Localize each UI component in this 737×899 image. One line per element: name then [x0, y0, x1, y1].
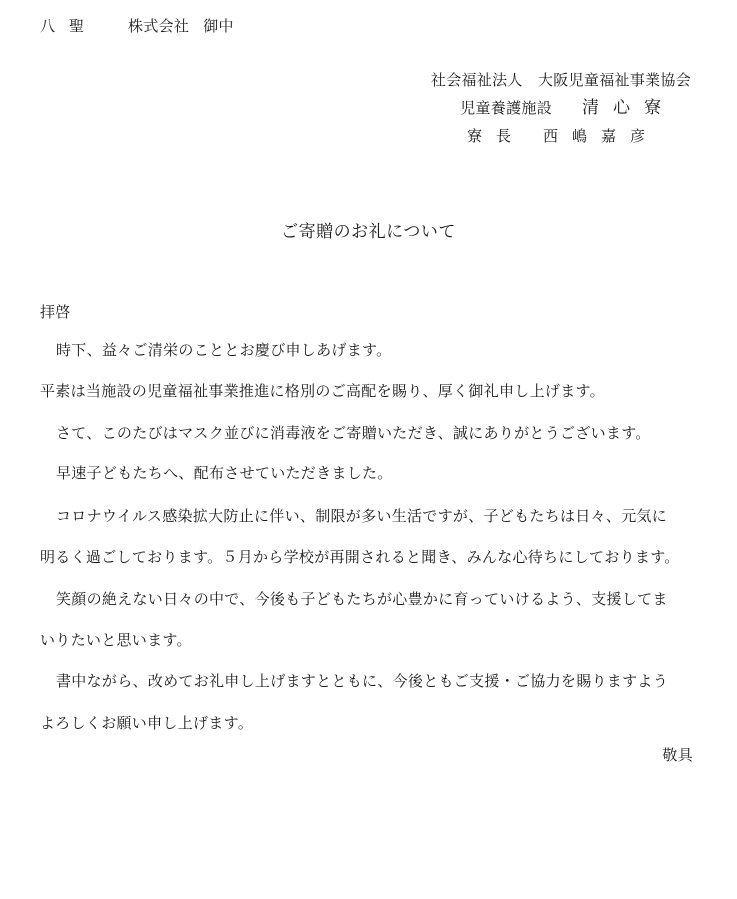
sender-title: 寮長	[466, 127, 525, 145]
closing: 敬具	[662, 746, 693, 764]
sender-head-line	[467, 126, 659, 146]
body-line: 平素は当施設の児童福祉事業推進に格別のご高配を賜り、厚く御礼申し上げます。	[40, 382, 605, 400]
body-line: さて、このたびはマスク並びに消毒液をご寄贈いただき、誠にありがとうございます。	[56, 424, 651, 442]
body-line: コロナウイルス感染拡大防止に伴い、制限が多い生活ですが、子どもたちは日々、元気に	[56, 507, 668, 525]
body-line: 時下、益々ご清栄のこととお慶び申しあげます。	[56, 341, 392, 359]
body-line: 書中ながら、改めてお礼申し上げますとともに、今後ともご支援・ご協力を賜りますよう	[56, 672, 669, 690]
body-line: 笑顔の絶えない日々の中で、今後も子どもたちが心豊かに育っていけるよう、支援してま	[56, 590, 668, 608]
addressee-company: 株式会社	[128, 17, 190, 35]
addressee-name: 八聖	[40, 17, 99, 35]
sender-facility-line	[460, 98, 675, 118]
body-line: 早速子どもたちへ、配布させていただきました。	[56, 464, 393, 482]
sender-person: 西嶋嘉彦	[542, 127, 659, 145]
body-line: よろしくお願い申し上げます。	[40, 714, 254, 732]
sender-facility-name: 清心寮	[582, 98, 675, 118]
addressee-line	[40, 16, 234, 36]
sender-facility-type: 児童養護施設	[460, 99, 552, 117]
letter-title: ご寄贈のお礼について	[281, 222, 456, 242]
body-line: いりたいと思います。	[40, 631, 192, 649]
salutation: 拝啓	[40, 303, 71, 321]
body-line: 明るく過ごしております。５月から学校が再開されると聞き、みんな心待ちにしております。	[40, 548, 680, 566]
addressee-honorific: 御中	[203, 17, 234, 35]
sender-organization: 社会福祉法人 大阪児童福祉事業協会	[430, 71, 691, 89]
